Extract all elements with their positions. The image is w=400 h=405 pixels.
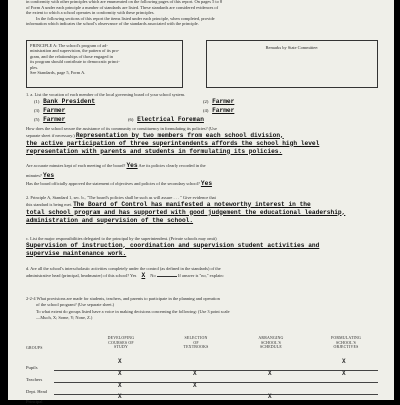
col-header-textbooks: SELECTION OF TEXTBOOKS (183, 336, 209, 350)
row-label-dept-head: Dept. Head (26, 389, 47, 394)
col-header-groups: GROUPS (26, 346, 43, 350)
col-header-objectives: FORMULATING SCHOOL'S OBJECTIVES (330, 336, 362, 350)
board-member-4: (4) Farmer (203, 107, 235, 114)
question-2: 2. Principle A, Standard 1, sec. b., "The board's policies shall be such as will assure . . . " Give evidence that this standard is being met. The Board of Control has manifested a noteworthy interest in the total school program and has supported with good judgement the educational leadership, administration and supervision of the school. (26, 195, 346, 224)
row-line (54, 370, 378, 371)
cell-mark: X (268, 370, 272, 377)
question-3: c. List the major responsibilities delegated to the principal by the superintendent. (Private schools may omit) Supervision of instruction, coordination and supervision student activities and supervise maintenance work. (26, 236, 320, 257)
board-member-2: (2) Farmer (203, 98, 235, 105)
board-member-6: (6) Electrical Foreman (128, 116, 204, 123)
question-1: 1. a. List the vocation of each member of the local governing board of your school system. (26, 92, 186, 97)
cell-mark: X (342, 370, 346, 377)
row-line (54, 382, 378, 383)
cell-mark: X (118, 393, 122, 400)
cell-mark: X (342, 358, 346, 365)
cell-mark: X (268, 393, 272, 400)
question-1d: Has the board officially approved the statement of objectives and policies of the secondary school? Yes (26, 180, 213, 187)
remarks-box: Remarks by State Committee: (206, 40, 378, 88)
col-header-courses: DEVELOPING COURSES OF STUDY (107, 336, 135, 350)
col-header-schedule: ARRANGING SCHOOL'S SCHEDULE (258, 336, 284, 350)
cell-mark: X (118, 382, 122, 389)
cell-mark: X (193, 382, 197, 389)
board-member-1: (1) Bank President (34, 98, 96, 105)
cell-mark: X (118, 358, 122, 365)
principle-a-box: PRINCIPLE A: The school's program of ad- ministration and supervision, the pattern of its pro- gram, and the relationships of those engaged in its program should contribute to democratic princi- ples. See Standards, page 5, Form A. (26, 40, 183, 88)
question-1b: How does the school secure the assistance of its community or constituency in formulating its policies? (Use separate sheet if necessary.) Representation by two members from each school division, the active participation of three superintendents affords the school high level representation with parents and students in formulating its policies. (26, 126, 320, 155)
cell-mark: X (193, 370, 197, 377)
question-4: d. Are all the school's interscholastic activities completely under the control (as defined in the standards) of the administrative head (principal, headmaster) of this school? Yes X No If answer is "no," explain: (26, 266, 224, 279)
question-1c: Are accurate minutes kept of each meeting of the board? Yes Are its policies clearly recorded in the minutes? Yes (26, 162, 206, 179)
row-line (54, 394, 378, 395)
row-label-principal: Principal (26, 399, 43, 404)
board-member-5: (5) Farmer (34, 116, 66, 123)
cell-mark: X (118, 370, 122, 377)
question-5: 2-2-4 What provisions are made for students, teachers, and parents to participate in the planning and operation of the school program? (Use separate sheet.) To what extent do groups listed have a voice in making decisions concerning the following: (Use 3 point scale —Much, X; Some, Y; None, Z.) (26, 296, 230, 320)
intro-paragraph: in conformity with other principles which are enumerated on the following pages of this report. On pages 5 to 8 of Form A under each principle a number of standards are listed. These standards are considered evidences of the extent to which a school operates in conformity with these principles. In the following sections of this report the items listed under each principle, when completed, provide information which indicates the school's observance of the standards associated with the principle. (26, 0, 223, 26)
board-member-3: (3) Farmer (34, 107, 66, 114)
row-label-pupils: Pupils (26, 365, 38, 370)
document-page (8, 0, 394, 404)
row-label-teachers: Teachers (26, 377, 43, 382)
